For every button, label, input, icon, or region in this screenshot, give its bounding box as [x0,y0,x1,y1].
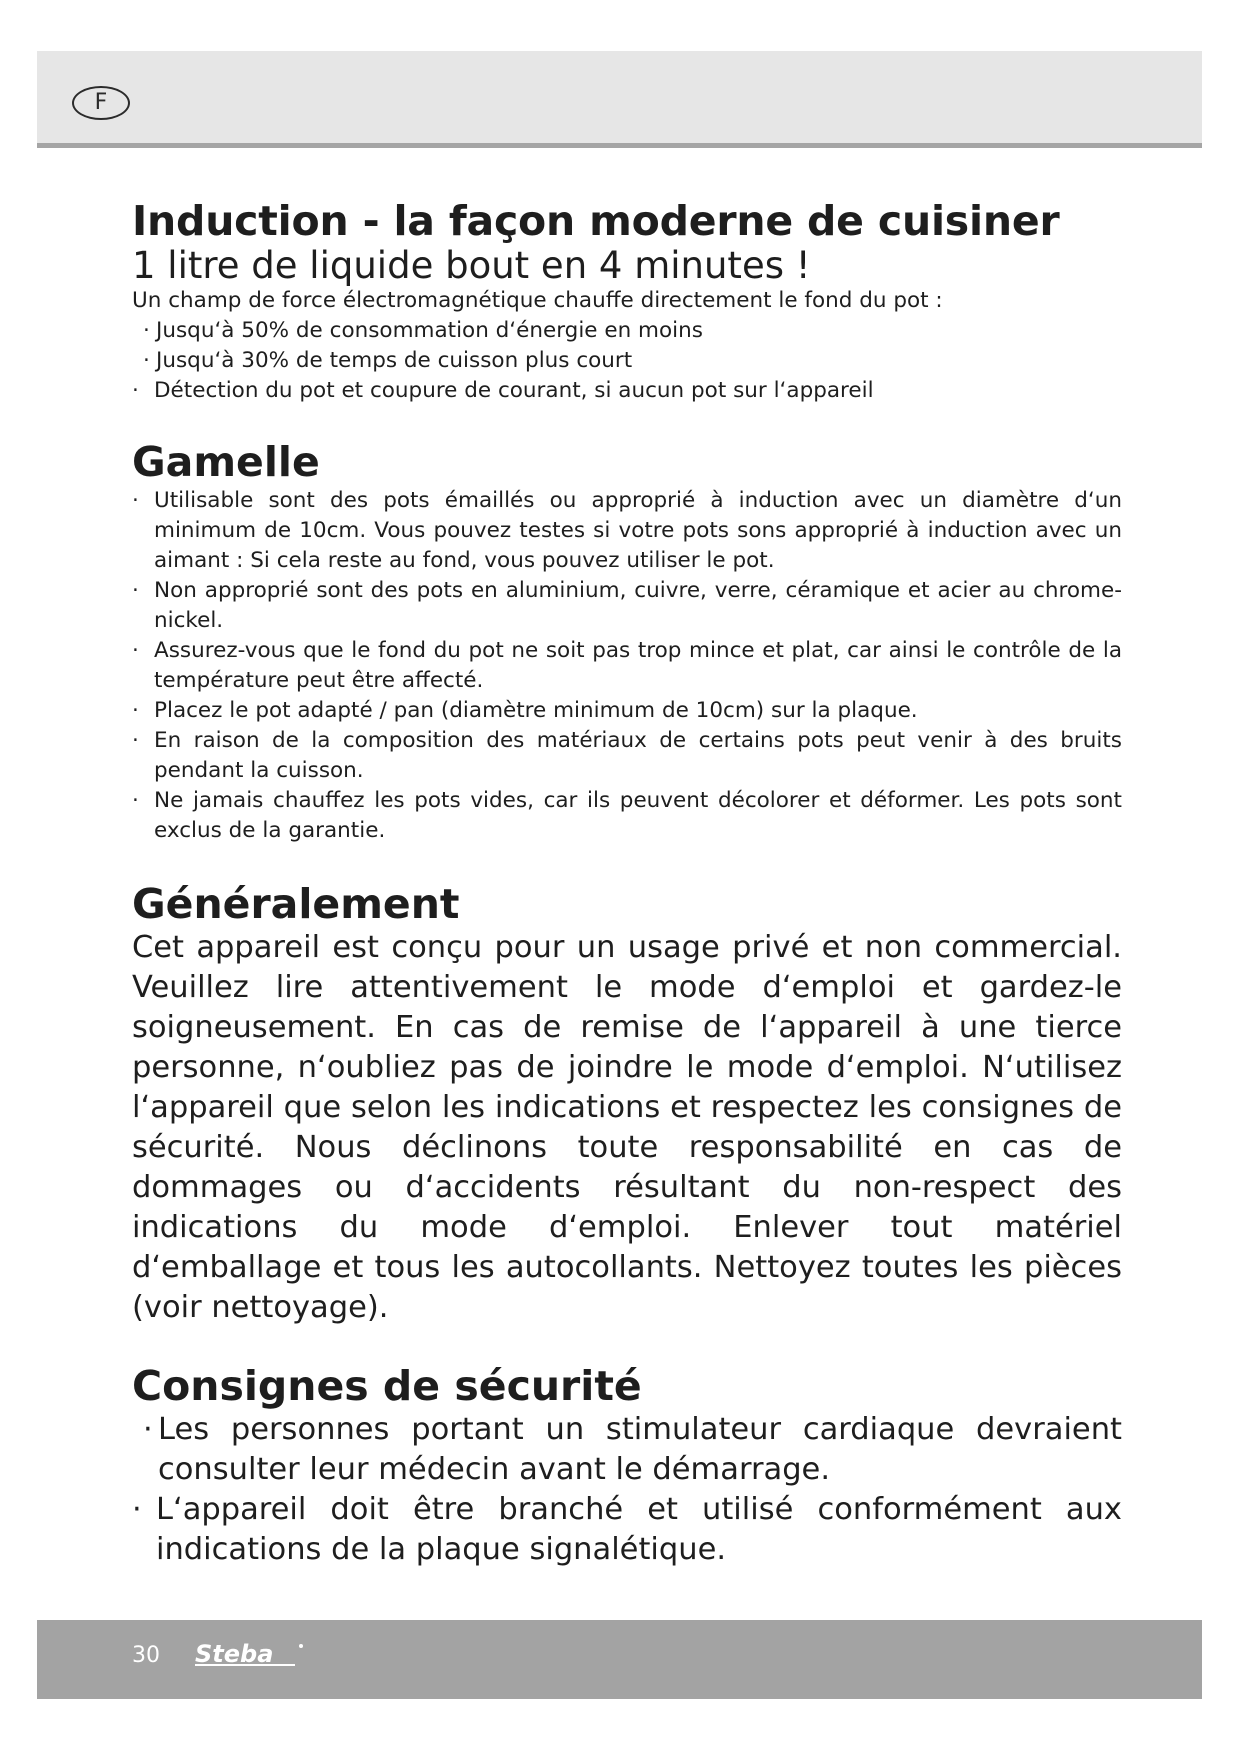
list-item: · Jusqu‘à 30% de temps de cuisson plus court [132,346,1122,376]
section-gamelle [132,438,1122,846]
page-number: 30 [132,1643,160,1668]
list-item: · Placez le pot adapté / pan (diamètre minimum de 10cm) sur la plaque. [132,696,1122,726]
section-general [132,880,1122,1328]
section-induction-intro: Un champ de force électromagnétique chauffe directement le fond du pot : [132,288,943,313]
list-item: · En raison de la composition des matériaux de certains pots peut venir à des bruits pendant la cuisson. [132,726,1122,786]
section-safety-title: Consignes de sécurité [132,1362,642,1410]
list-item: · Détection du pot et coupure de courant, si aucun pot sur l‘appareil [132,376,1122,406]
safety-bullet-list [132,1410,1122,1570]
section-induction [132,196,1122,406]
gamelle-bullet-list [132,486,1122,846]
language-badge: F [72,86,130,120]
header-band [37,51,1202,144]
list-item: · Assurez-vous que le fond du pot ne soit pas trop mince et plat, car ainsi le contrôle de la température peut être affecté. [132,636,1122,696]
list-item: · Les personnes portant un stimulateur cardiaque devraient consulter leur médecin avant le démarrage. [132,1410,1122,1490]
section-induction-subtitle: 1 litre de liquide bout en 4 minutes ! [132,244,811,287]
list-item: · Non approprié sont des pots en aluminium, cuivre, verre, céramique et acier au chrome-nickel. [132,576,1122,636]
list-item: · Utilisable sont des pots émaillés ou approprié à induction avec un diamètre d‘un minimum de 10cm. Vous pouvez testes si votre pots sons approprié à induction avec un aimant : Si cela reste au fond, vous pouvez utiliser le pot. [132,486,1122,576]
list-item: · Jusqu‘à 50% de consommation d‘énergie en moins [132,316,1122,346]
list-item: · L‘appareil doit être branché et utilisé conformément aux indications de la plaque signalétique. [132,1490,1122,1570]
induction-bullet-list [132,316,1122,406]
section-general-body: Cet appareil est conçu pour un usage privé et non commercial. Veuillez lire attentivement le mode d‘emploi et gardez-le soigneusement. En cas de remise de l‘appareil à une tierce personne, n‘oubliez pas de joindre le mode d‘emploi. N‘utilisez l‘appareil que selon les indications et respectez les consignes de sécurité. Nous déclinons toute responsabilité en cas de dommages ou d‘accidents résultant du non-respect des indications du mode d‘emploi. Enlever tout matériel d‘emballage et tous les autocollants. Nettoyez toutes les pièces (voir nettoyage). [132,930,1122,1325]
section-gamelle-title: Gamelle [132,438,320,486]
page-content [132,196,1122,1570]
brand-logo-text: Steba [195,1640,274,1668]
section-induction-title: Induction - la façon moderne de cuisiner [132,197,1060,245]
list-item: · Ne jamais chauffez les pots vides, car ils peuvent décolorer et déformer. Les pots sont exclus de la garantie. [132,786,1122,846]
header-rule [37,143,1202,148]
section-general-title: Généralement [132,880,460,928]
section-safety [132,1362,1122,1570]
brand-logo [195,1638,315,1676]
